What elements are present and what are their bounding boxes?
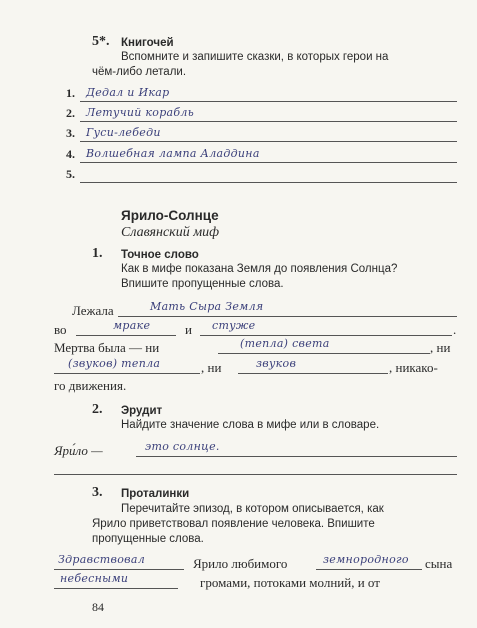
task3-number: 3.: [92, 485, 103, 500]
task1-line4-suffix: , никако-: [389, 360, 438, 375]
task2-title: Эрудит: [121, 405, 163, 417]
task1-title: Точное слово: [121, 249, 199, 261]
answer-line: [80, 121, 457, 122]
task3-line2-suffix: громами, потоками молний, и от: [200, 575, 380, 590]
task1-line5: го движения.: [54, 378, 127, 393]
task3-text-line2: Ярило приветствовал появление человека. Впишите: [92, 518, 375, 530]
task1-line4-answer2[interactable]: звуков: [256, 357, 297, 370]
fill-line: [136, 456, 457, 457]
fill-line: [54, 474, 457, 475]
answer-line: [80, 101, 457, 102]
task3-title: Проталинки: [121, 488, 190, 500]
handwritten-answer[interactable]: Дедал и Икар: [86, 86, 170, 99]
period: .: [453, 322, 457, 337]
fill-line: [54, 569, 184, 570]
answer-line: [80, 141, 457, 142]
task1-line2-answer1[interactable]: мраке: [113, 319, 151, 332]
fill-line: [218, 353, 430, 354]
task1-number: 1.: [92, 246, 103, 261]
answer-number: 1.: [66, 86, 75, 100]
task3-line1-suffix: сына: [425, 556, 453, 571]
handwritten-answer[interactable]: Летучий корабль: [86, 106, 195, 119]
task2-answer[interactable]: это солнце.: [145, 440, 220, 453]
answer-number: 3.: [66, 126, 75, 140]
task2-text: Найдите значение слова в мифе или в словаре.: [121, 419, 380, 431]
fill-line: [76, 335, 176, 336]
task1-line3-prefix: Мертва была — ни: [54, 340, 160, 355]
task5-title: Книгочей: [121, 37, 174, 49]
task1-text-line2: Впишите пропущенные слова.: [121, 278, 284, 290]
section-title: Ярило-Солнце: [121, 208, 219, 223]
task1-line4-answer1[interactable]: (звуков) тепла: [68, 357, 161, 370]
task5-text-line2: чём-либо летали.: [92, 66, 187, 78]
fill-line: [54, 373, 200, 374]
task1-line3-suffix: , ни: [430, 340, 451, 355]
task3-line1-mid: Ярило любимого: [193, 556, 288, 571]
task1-line4-mid: , ни: [201, 360, 222, 375]
handwritten-answer[interactable]: Гуси-лебеди: [86, 126, 161, 139]
answer-line: [80, 162, 457, 163]
task1-line2-answer2[interactable]: стуже: [212, 319, 256, 332]
answer-number: 2.: [66, 106, 75, 120]
task1-line2-prefix: во: [54, 322, 67, 337]
task1-line2-mid: и: [185, 322, 192, 337]
handwritten-answer[interactable]: Волшебная лампа Аладдина: [86, 147, 260, 160]
task2-number: 2.: [92, 402, 103, 417]
fill-line: [118, 316, 457, 317]
fill-line: [54, 588, 178, 589]
task3-text-line3: пропущенные слова.: [92, 533, 204, 545]
task3-line1-answer1[interactable]: Здравствовал: [58, 553, 146, 566]
task5-number: 5*.: [92, 34, 110, 49]
task3-line2-answer[interactable]: небесными: [60, 572, 129, 585]
task1-line3-answer[interactable]: (тепла) света: [240, 337, 330, 350]
page-number: 84: [92, 600, 104, 614]
answer-number: 5.: [66, 167, 75, 181]
task1-line1-answer[interactable]: Мать Сыра Земля: [150, 300, 264, 313]
task2-term: Яри́ло —: [54, 443, 103, 458]
section-subtitle: Славянский миф: [121, 225, 220, 240]
answer-number: 4.: [66, 147, 75, 161]
fill-line: [316, 569, 422, 570]
task1-line1-prefix: Лежала: [72, 303, 114, 318]
task5-text-line1: Вспомните и запишите сказки, в которых герои на: [121, 51, 389, 63]
task1-text-line1: Как в мифе показана Земля до появления Солнца?: [121, 263, 398, 275]
fill-line: [200, 335, 452, 336]
task3-text-line1: Перечитайте эпизод, в котором описывается, как: [121, 503, 384, 515]
task3-line1-answer2[interactable]: земнородного: [323, 553, 409, 566]
fill-line: [238, 373, 388, 374]
answer-line: [80, 182, 457, 183]
